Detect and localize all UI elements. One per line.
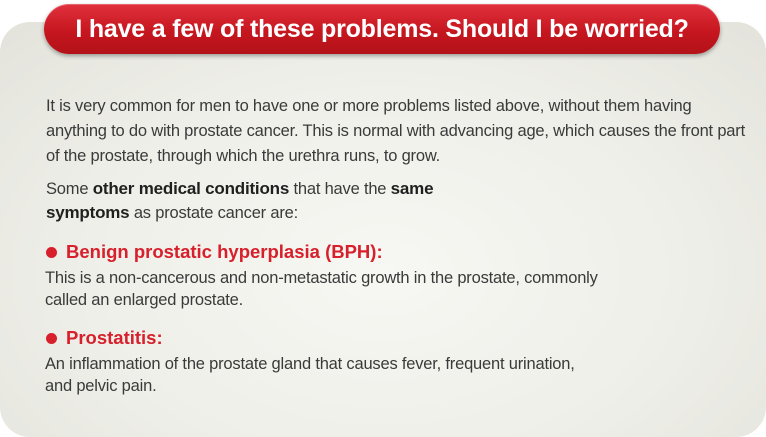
header-banner (44, 4, 720, 54)
condition-title: Prostatitis: (66, 327, 163, 348)
conditions-intro-bold-1: other medical conditions (92, 179, 290, 198)
conditions-intro-suffix: as prostate cancer are: (129, 204, 298, 222)
card-content (46, 94, 746, 397)
conditions-intro-paragraph (46, 177, 466, 225)
condition-description: This is a non-cancerous and non-metastatic growth in the prostate, commonly called an enlarged prostate. (45, 269, 598, 309)
condition-title: Benign prostatic hyperplasia (BPH): (66, 241, 383, 262)
condition-heading (46, 239, 746, 265)
info-card (0, 22, 766, 437)
conditions-intro-middle: that have the (289, 180, 391, 198)
condition-item-prostatitis (46, 325, 746, 397)
condition-description: An inflammation of the prostate gland that causes fever, frequent urination, and pelvic pain. (45, 355, 575, 395)
conditions-intro-bold-2: same symptoms (46, 179, 434, 222)
condition-heading (46, 325, 746, 351)
banner-title: I have a few of these problems. Should I be worried? (75, 14, 689, 43)
bullet-dot-icon (46, 247, 57, 258)
bullet-dot-icon (46, 333, 57, 344)
condition-item-bph (46, 239, 746, 311)
conditions-intro-prefix: Some (46, 180, 93, 198)
intro-paragraph: It is very common for men to have one or more problems listed above, without them having anything to do with prostate cancer. This is normal with advancing age, which causes the front part of the prostate, through which the urethra runs, to grow. (46, 97, 745, 165)
